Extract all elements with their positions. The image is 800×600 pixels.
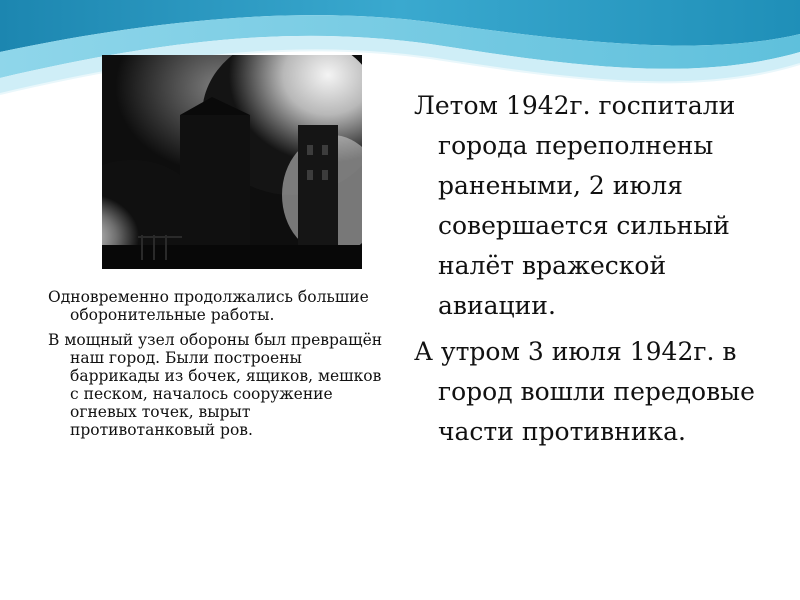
right-text-block	[414, 86, 786, 458]
right-paragraph-1: Летом 1942г. госпитали города переполнены ранеными, 2 июля совершается сильный налёт вражеской авиации.	[414, 91, 736, 320]
right-paragraph-2: А утром 3 июля 1942г. в город вошли передовые части противника.	[414, 337, 755, 446]
left-paragraph-1: Одновременно продолжались большие оборонительные работы.	[48, 288, 369, 324]
left-paragraph-2: В мощный узел обороны был превращён наш город. Были построены баррикады из бочек, ящиков, мешков с песком, началось сооружение огневых точек, вырыт противотанковый ров.	[48, 331, 383, 439]
left-text-block	[48, 288, 388, 446]
burning-buildings-photo	[102, 55, 362, 269]
photo-image	[102, 55, 362, 269]
